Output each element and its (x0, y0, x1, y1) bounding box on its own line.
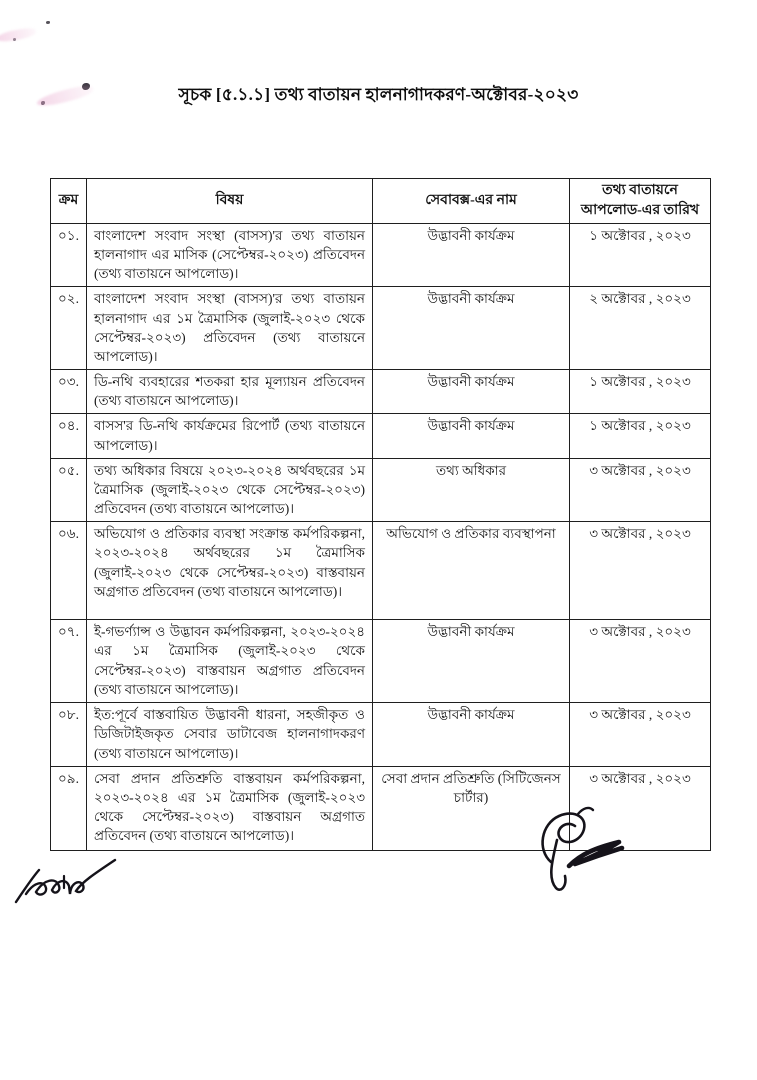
table-header (51, 179, 711, 224)
row-subject: তথ্য অধিকার বিষয়ে ২০২৩-২০২৪ অর্থবছরের ১ম ত্রৈমাসিক (জুলাই-২০২৩ থেকে সেপ্টেম্বর-২০২৩) প্রতিবেদন (তথ্য বাতায়নে আপলোড)। (87, 458, 373, 521)
row-serial: ০৩. (51, 370, 87, 414)
row-serial: ০৬. (51, 522, 87, 620)
scan-artifact-speck (13, 38, 16, 41)
table-row (51, 414, 711, 458)
row-upload-date: ৩ অক্টোবর , ২০২৩ (570, 703, 711, 766)
table-row (51, 370, 711, 414)
row-service-box: উদ্ভাবনী কার্যক্রম (373, 370, 570, 414)
table-body (51, 224, 711, 851)
row-serial: ০৮. (51, 703, 87, 766)
row-upload-date: ৩ অক্টোবর , ২০২৩ (570, 766, 711, 850)
row-subject: বাংলাদেশ সংবাদ সংস্থা (বাসস)'র তথ্য বাতায়ন হালনাগাদ এর ১ম ত্রৈমাসিক (জুলাই-২০২৩ থেকে সেপ্টেম্বর-২০২৩) প্রতিবেদন (তথ্য বাতায়নে আপলোড)। (87, 287, 373, 370)
table-row (51, 287, 711, 370)
row-service-box: উদ্ভাবনী কার্যক্রম (373, 620, 570, 703)
header-upload-date: তথ্য বাতায়নে আপলোড-এর তারিখ (570, 179, 711, 224)
row-upload-date: ৩ অক্টোবর , ২০২৩ (570, 620, 711, 703)
row-serial: ০১. (51, 224, 87, 287)
table-row (51, 522, 711, 620)
report-table (50, 178, 711, 851)
row-subject: অভিযোগ ও প্রতিকার ব্যবস্থা সংক্রান্ত কর্মপরিকল্পনা, ২০২৩-২০২৪ অর্থবছরের ১ম ত্রৈমাসিক (জুলাই-২০২৩ থেকে সেপ্টেম্বর-২০২৩) বাস্তবায়ন অগ্রগাত প্রতিবেদন (তথ্য বাতায়নে আপলোড)। (87, 522, 373, 620)
page-title: সূচক [৫.১.১] তথ্য বাতায়ন হালনাগাদকরণ-অক্টোবর-২০২৩ (178, 85, 579, 104)
row-serial: ০৯. (51, 766, 87, 850)
row-upload-date: ১ অক্টোবর , ২০২৩ (570, 224, 711, 287)
table-row (51, 703, 711, 766)
row-subject: সেবা প্রদান প্রতিশ্রুতি বাস্তবায়ন কর্মপরিকল্পনা, ২০২৩-২০২৪ এর ১ম ত্রৈমাসিক (জুলাই-২০২৩ থেকে সেপ্টেম্বর-২০২৩) বাস্তবায়ন অগ্রগাত প্রতিবেদন (তথ্য বাতায়নে আপলোড)। (87, 766, 373, 850)
row-upload-date: ১ অক্টোবর , ২০২৩ (570, 370, 711, 414)
row-upload-date: ১ অক্টোবর , ২০২৩ (570, 414, 711, 458)
signature-left (12, 848, 142, 910)
row-service-box: তথ্য অধিকার (373, 458, 570, 521)
row-service-box: উদ্ভাবনী কার্যক্রম (373, 703, 570, 766)
table-row (51, 458, 711, 521)
table-row (51, 224, 711, 287)
row-subject: ই-গভর্ণ্যান্স ও উদ্ভাবন কর্মপরিকল্পনা, ২০২৩-২০২৪ এর ১ম ত্রৈমাসিক (জুলাই-২০২৩ থেকে সেপ্টেম্বর-২০২৩) বাস্তবায়ন অগ্রগাত প্রতিবেদন (তথ্য বাতায়নে আপলোড)। (87, 620, 373, 703)
row-subject: ডি-নথি ব্যবহারের শতকরা হার মূল্যায়ন প্রতিবেদন (তথ্য বাতায়নে আপলোড)। (87, 370, 373, 414)
row-serial: ০৪. (51, 414, 87, 458)
row-service-box: উদ্ভাবনী কার্যক্রম (373, 287, 570, 370)
row-service-box: উদ্ভাবনী কার্যক্রম (373, 414, 570, 458)
row-subject: ইত:পূর্বে বাস্তবায়িত উদ্ভাবনী ধারনা, সহজীকৃত ও ডিজিটাইজকৃত সেবার ডাটাবেজ হালনাগাদকরণ (তথ্য বাতায়নে আপলোড)। (87, 703, 373, 766)
row-subject: বাসস'র ডি-নথি কার্যক্রমের রিপোর্ট (তথ্য বাতায়নে আপলোড)। (87, 414, 373, 458)
row-upload-date: ৩ অক্টোবর , ২০২৩ (570, 522, 711, 620)
row-upload-date: ২ অক্টোবর , ২০২৩ (570, 287, 711, 370)
row-upload-date: ৩ অক্টোবর , ২০২৩ (570, 458, 711, 521)
scan-artifact-smudge (0, 27, 37, 44)
table-row (51, 620, 711, 703)
header-subject: বিষয় (87, 179, 373, 224)
header-serial: ক্রম (51, 179, 87, 224)
row-serial: ০২. (51, 287, 87, 370)
scan-artifact-speck (46, 21, 50, 24)
table-row (51, 766, 711, 850)
row-service-box: উদ্ভাবনী কার্যক্রম (373, 224, 570, 287)
row-service-box: সেবা প্রদান প্রতিশ্রুতি (সিটিজেনস চার্টার) (373, 766, 570, 850)
header-service-box: সেবাবক্স-এর নাম (373, 179, 570, 224)
row-subject: বাংলাদেশ সংবাদ সংস্থা (বাসস)'র তথ্য বাতায়ন হালনাগাদ এর মাসিক (সেপ্টেম্বর-২০২৩) প্রতিবেদন (তথ্য বাতায়নে আপলোড)। (87, 224, 373, 287)
row-serial: ০৫. (51, 458, 87, 521)
row-serial: ০৭. (51, 620, 87, 703)
row-service-box: অভিযোগ ও প্রতিকার ব্যবস্থাপনা (373, 522, 570, 620)
